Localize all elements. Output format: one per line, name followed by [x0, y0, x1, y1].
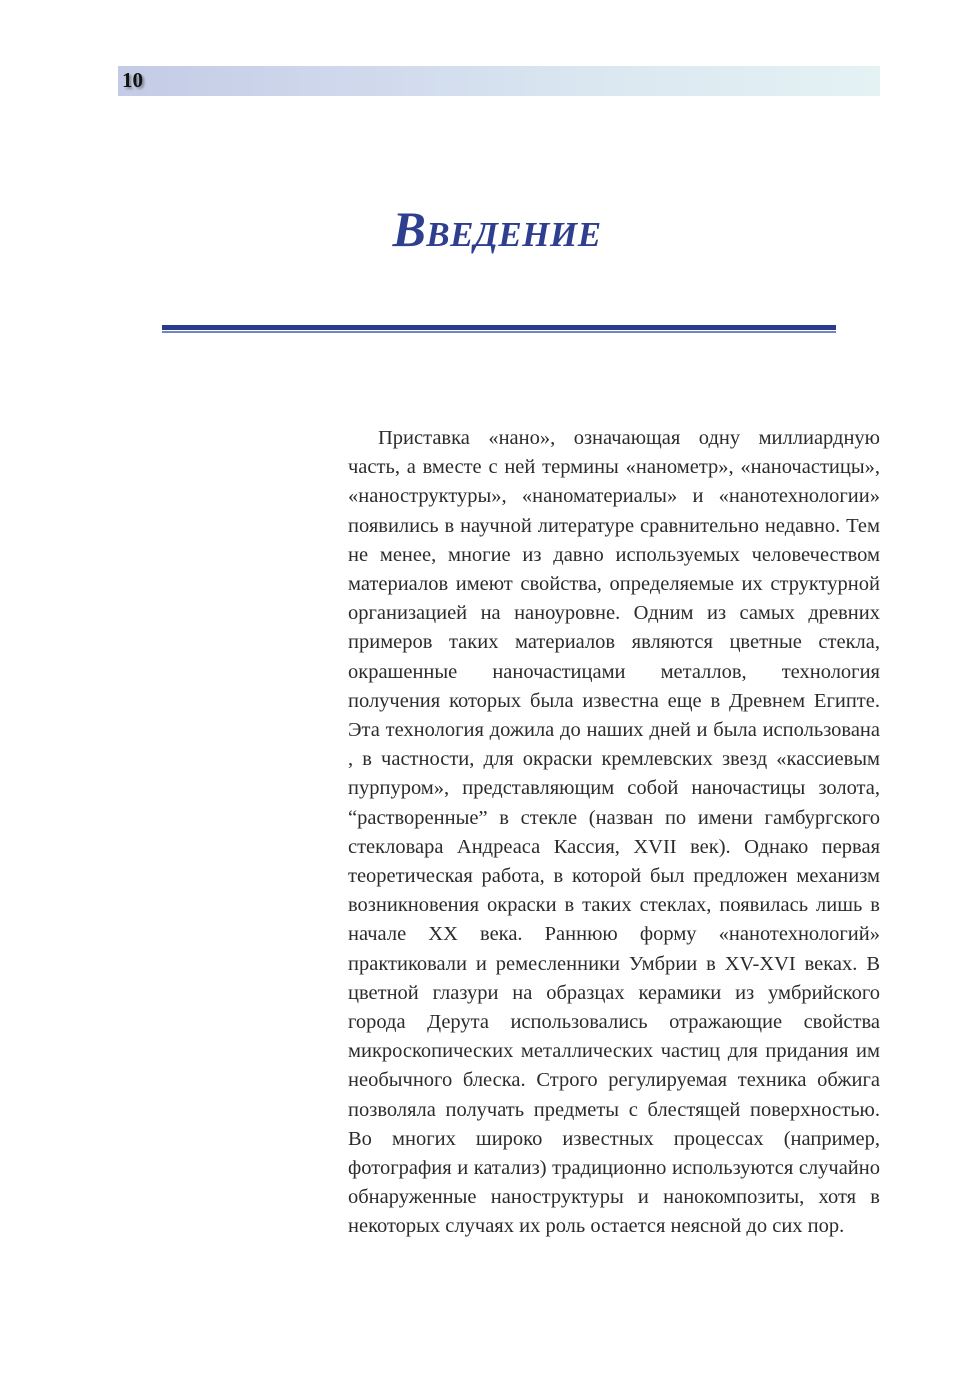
- chapter-title: Введение: [392, 201, 602, 257]
- page-number: 10: [122, 68, 143, 92]
- body-paragraph: Приставка «нано», означающая одну миллиардную часть, а вместе с ней термины «нанометр», «наночастицы», «наноструктуры», «наноматериалы» и «нанотехнологии» появились в научной литературе сравнительно недавно. Тем не менее, многие из давно используемых человечеством материалов имеют свойства, определяемые их структурной организацией на наноуровне. Одним из самых древних примеров таких материалов являются цветные стекла, окрашенные наночастицами металлов, технология получения которых была известна еще в Древнем Египте. Эта технология дожила до наших дней и была использована , в частности, для окраски кремлевских звезд «кассиевым пурпуром», представляющим собой наночастицы золота, “растворенные” в стекле (назван по имени гамбургского стекловара Андреаса Кассия, XVII век). Однако первая теоретическая работа, в которой был предложен механизм возникновения окраски в таких стеклах, появилась лишь в начале XX века. Раннюю форму «нанотехнологий» практиковали и ремесленники Умбрии в XV-XVI веках. В цветной глазури на образцах керамики из умбрийского города Дерута использовались отражающие свойства микроскопических металлических частиц для придания им необычного блеска. Строго регулируемая техника обжига позволяла получать предметы с блестящей поверхностью. Во многих широко известных процессах (например, фотография и катализ) традиционно используются случайно обнаруженные наноструктуры и нанокомпозиты, хотя в некоторых случаях их роль остается неясной до сих пор.: [348, 427, 880, 1238]
- title-rule-thin: [162, 331, 836, 333]
- header-band: [118, 66, 880, 96]
- title-rule-thick: [162, 325, 836, 330]
